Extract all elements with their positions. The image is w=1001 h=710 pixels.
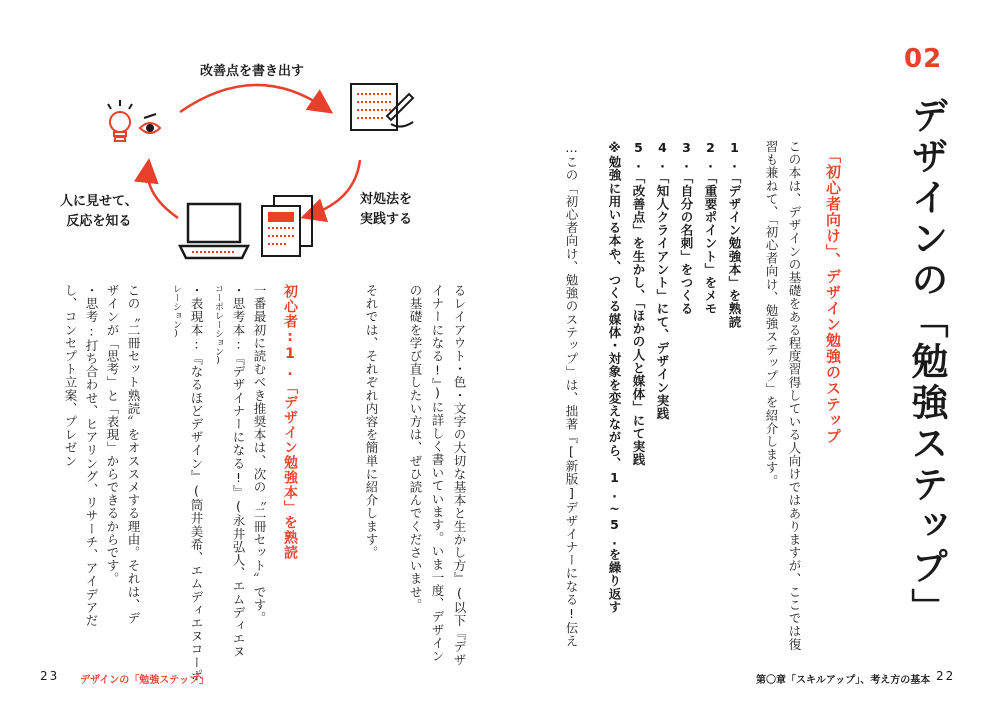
body-line-2: ・思考本:『デザイナーになる!』(永井弘人、エムディエヌ xyxy=(231,284,246,659)
step-item-1: 1.「デザイン勉強本」を熟読 xyxy=(727,140,742,329)
body-line-5: レーション) xyxy=(171,284,181,339)
page-number-left: 23 xyxy=(40,669,60,683)
printed-documents-icon xyxy=(258,192,318,262)
writing-notes-icon xyxy=(347,80,417,135)
continuation-line-1: るレイアウト・色・文字の大切な基本と生かし方』(以下『デザ xyxy=(452,284,467,667)
chapter-number: 02 xyxy=(904,44,943,74)
running-title-left: デザインの「勉強ステップ」 xyxy=(80,675,210,686)
label-write-improvements: 改善点を書き出す xyxy=(200,64,305,79)
section-heading-beginner-steps: 「初心者向け」、デザイン勉強のステップ xyxy=(824,148,842,445)
step-item-4: 4.「知人クライアント」にて、デザイン実践 xyxy=(655,140,670,421)
continuation-line-5: それでは、それぞれ内容を簡単に紹介します。 xyxy=(364,284,379,560)
body-line-1: 一番最初に読むべき推奨本は、次の〝二冊セット〟です。 xyxy=(252,284,267,625)
closing-line: …この「初心者向け、勉強のステップ」は、拙著『[新版]デザイナーになる!伝え xyxy=(564,140,579,648)
label-practice-line1: 対処法を xyxy=(360,192,413,207)
repeat-note: ※勉強に用いる本や、つくる媒体・対象を変えながら、1.~5.を繰り返す xyxy=(607,140,622,614)
continuation-paragraph xyxy=(360,284,470,667)
body-line-9: ・思考:打ち合わせ、ヒアリング、リサーチ、アイデアだ xyxy=(84,284,99,628)
step-item-3: 3.「自分の名刺」をつくる xyxy=(679,140,694,316)
body-line-6 xyxy=(144,284,165,624)
body-line-3: コーポレーション) xyxy=(213,284,223,366)
section-heading-study-book: 初心者:1.「デザイン勉強本」を熟読 xyxy=(282,284,298,560)
page-number-right: 22 xyxy=(936,669,956,683)
label-show-line2: 反応を知る xyxy=(66,214,132,229)
title-block xyxy=(896,96,956,629)
cycle-diagram xyxy=(60,50,450,270)
continuation-line-3: の基礎を学び直したい方は、ぜひ読んでくださいませ。 xyxy=(408,284,423,612)
intro-line-2: 習も兼ねて、「初心者向け、勉強ステップ」を紹介します。 xyxy=(764,140,779,488)
label-practice-line2: 実践する xyxy=(360,212,413,227)
laptop-icon xyxy=(178,200,250,262)
arrow-left xyxy=(148,168,178,218)
step-list xyxy=(602,140,746,620)
step-item-5: 5.「改善点」を生かし、「ほかの人と媒体」にて実践 xyxy=(631,140,646,467)
page-title: デザインの「勉強ステップ」 xyxy=(905,96,948,629)
label-practice-solutions xyxy=(360,190,412,230)
step-item-2: 2.「重要ポイント」をメモ xyxy=(703,140,718,316)
continuation-line-2: イナーになる!』)に詳しく書いています。いま一度、デザイン xyxy=(430,284,445,663)
intro-paragraph xyxy=(760,140,806,651)
label-show-people xyxy=(60,192,138,232)
intro-line-1: この本は、デザインの基礎をある程度習得している人向けではありますが、ここでは復 xyxy=(787,140,802,651)
label-show-line1: 人に見せて、 xyxy=(60,194,138,209)
body-line-10: し、コンセプト立案、プレゼン xyxy=(63,284,78,468)
body-line-8: ザインが「思考」と「表現」からできるからです。 xyxy=(105,284,120,586)
lightbulb-eye-icon xyxy=(98,98,178,158)
body-line-4: ・表現本:『なるほどデザイン』(筒井美希、エムディエヌコーポ xyxy=(189,284,204,682)
body-line-7: この〝二冊セット熟読〟をオススメする理由。それは、デ xyxy=(126,284,141,625)
running-title-right: 第〇章「スキルアップ」、考え方の基本 xyxy=(756,675,931,686)
arrow-top xyxy=(180,85,325,112)
continuation-line-4 xyxy=(382,284,404,624)
